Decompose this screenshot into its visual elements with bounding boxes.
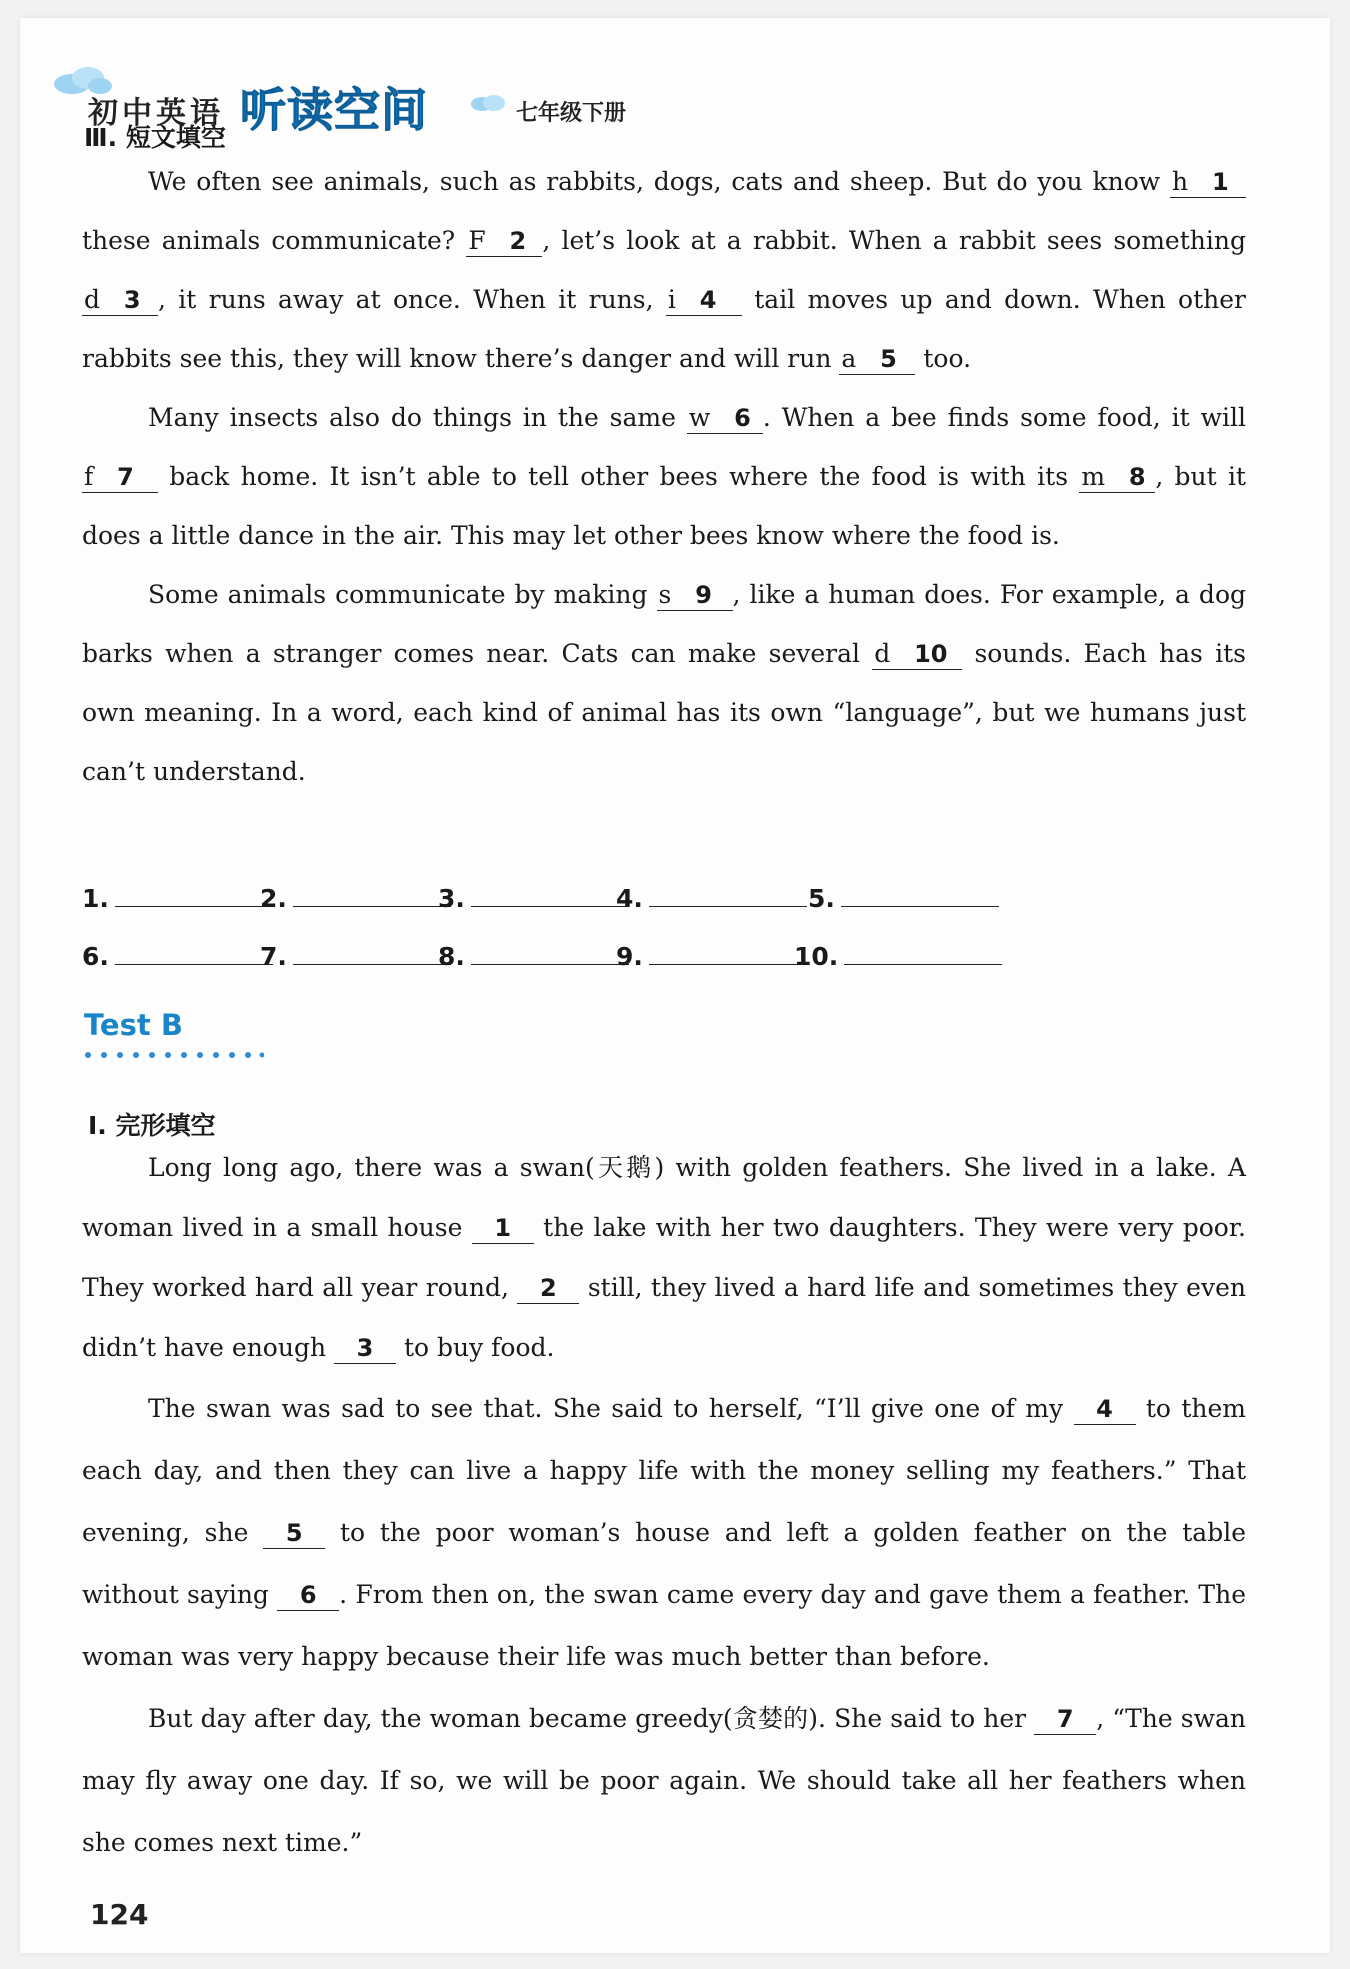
answer-slot-1[interactable]: 1. [82, 878, 273, 913]
fill-blank-9[interactable]: s 9 [657, 580, 733, 611]
section-3-passage [82, 152, 1246, 801]
paragraph: Some animals communicate by making s 9 , like a human does. For example, a dog barks when a stranger comes near. Cats can make several d 10 sounds. Each has its own meaning. In a word, each kind of animal has its own “language”, but we humans just can’t understand. [82, 580, 1246, 786]
section-3-title: Ⅲ. 短文填空 [84, 123, 226, 152]
answer-slot-7[interactable]: 7. [260, 936, 451, 971]
answer-slot-2[interactable]: 2. [260, 878, 451, 913]
cloze-blank-7[interactable]: 7 [1034, 1704, 1096, 1735]
answer-slot-4[interactable]: 4. [616, 878, 807, 913]
fill-blank-8[interactable]: m 8 [1079, 462, 1155, 493]
paragraph: The swan was sad to see that. She said to herself, “I’ll give one of my 4 to them each day, and then they can live a happy life with the money selling my feathers.” That evening, she 5 to the poor woman’s house and left a golden feather on the table without saying 6 . From then on, the swan came every day and gave them a feather. The woman was very happy because their life was much better than before. [82, 1394, 1247, 1671]
fill-blank-5[interactable]: a 5 [839, 344, 915, 375]
fill-blank-3[interactable]: d 3 [82, 285, 158, 316]
fill-blank-4[interactable]: i 4 [666, 285, 742, 316]
cloud-icon [470, 92, 506, 114]
answer-slot-3[interactable]: 3. [438, 878, 629, 913]
grade-label: 七年级下册 [516, 101, 627, 126]
answer-slot-10[interactable]: 10. [794, 936, 1002, 971]
paragraph: We often see animals, such as rabbits, dogs, cats and sheep. But do you know h 1 these animals communicate? F 2 , let’s look at a rabbit. When a rabbit sees something d 3 , it runs away at once. When it runs, i 4 tail moves up and down. When other rabbits see this, they will know there’s danger and will run a 5 too. [82, 167, 1247, 373]
section-1-title: Ⅰ. 完形填空 [88, 1111, 216, 1140]
answer-row [82, 936, 1242, 994]
cloze-blank-3[interactable]: 3 [334, 1333, 396, 1364]
cloze-blank-1[interactable]: 1 [472, 1213, 534, 1244]
page-number: 124 [90, 1898, 149, 1931]
fill-blank-10[interactable]: d 10 [872, 639, 962, 670]
answer-slot-5[interactable]: 5. [808, 878, 999, 913]
paragraph: Many insects also do things in the same w 6 . When a bee finds some food, it will f 7 back home. It isn’t able to tell other bees where the food is with its m 8 , but it does a little dance in the air. This may let other bees know where the food is. [82, 403, 1246, 550]
test-b-title: Test B [84, 1008, 183, 1042]
cloze-blank-5[interactable]: 5 [263, 1518, 325, 1549]
fill-blank-2[interactable]: F 2 [466, 226, 542, 257]
paragraph: Long long ago, there was a swan(天鹅) with golden feathers. She lived in a lake. A woman lived in a small house 1 the lake with her two daughters. They were very poor. They worked hard all year round, 2 still, they lived a hard life and sometimes they even didn’t have enough 3 to buy food. [82, 1153, 1246, 1362]
answer-row [82, 878, 1242, 936]
textbook-page [20, 18, 1330, 1953]
cloze-blank-2[interactable]: 2 [517, 1273, 579, 1304]
series-title: 初中英语 [88, 96, 224, 131]
fill-blank-1[interactable]: h 1 [1170, 167, 1246, 198]
answer-slot-8[interactable]: 8. [438, 936, 629, 971]
cloze-blank-4[interactable]: 4 [1074, 1394, 1136, 1425]
cloze-passage [82, 1138, 1246, 1874]
paragraph: But day after day, the woman became greedy(贪婪的). She said to her 7 , “The swan may fly away one day. If so, we will be poor again. We should take all her feathers when she comes next time.” [82, 1704, 1246, 1857]
test-b-heading [84, 1008, 264, 1064]
dotted-underline [84, 1050, 264, 1060]
fill-blank-6[interactable]: w 6 [687, 403, 763, 434]
cloze-blank-6[interactable]: 6 [277, 1580, 339, 1611]
answer-lines [82, 878, 1242, 994]
answer-slot-9[interactable]: 9. [616, 936, 807, 971]
brand-logo-text: 听读空间 [240, 83, 428, 137]
answer-slot-6[interactable]: 6. [82, 936, 273, 971]
fill-blank-7[interactable]: f 7 [82, 462, 158, 493]
